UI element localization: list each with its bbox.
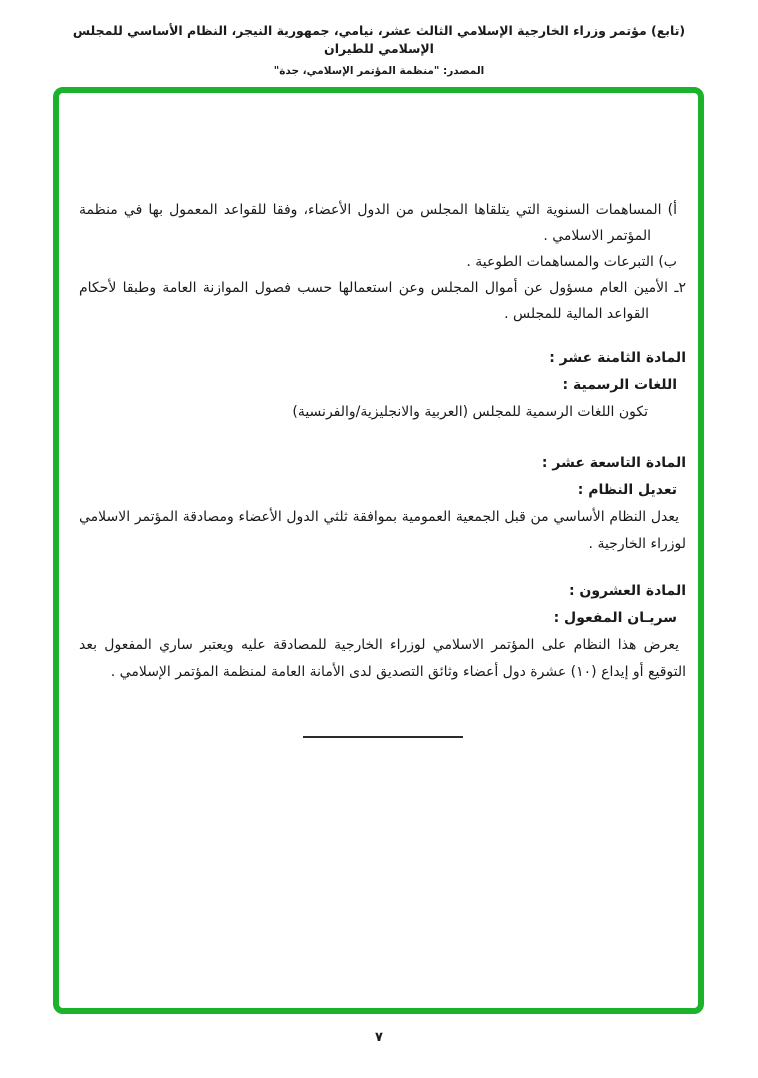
- header-title: (تابع) مؤتمر وزراء الخارجية الإسلامي الثالث عشر، نيامي، جمهورية النيجر، النظام الأساسي للمجلس الإسلامي للطيران: [72, 23, 686, 56]
- article-19-subheading: تعديل النظام :: [577, 482, 677, 498]
- end-of-text-divider: [303, 736, 463, 738]
- article-18-subheading: اللغات الرسمية :: [562, 377, 677, 393]
- header-source: المصدر: "منظمة المؤتمر الإسلامي، جدة": [273, 65, 485, 77]
- article-20-subheading: سريـان المفعول :: [553, 610, 677, 626]
- article-18-section: [79, 345, 686, 426]
- list-item-b-marker: ب): [658, 254, 677, 270]
- document-content: [59, 93, 698, 738]
- article-20-paragraph: يعرض هذا النظام على المؤتمر الاسلامي لوزراء الخارجية للمصادقة عليه ويعتبر ساري المفعول بعد التوقيع أو إيداع (١٠) عشرة دول أعضاء وثائق التصديق لدى الأمانة العامة لمنظمة المؤتمر الإسلامي .: [79, 637, 686, 680]
- article-18-heading: المادة الثامنة عشر :: [549, 350, 686, 366]
- page-footer: [0, 1026, 758, 1045]
- green-border-frame: [53, 87, 704, 1014]
- list-item-2-marker: ٢ـ: [674, 280, 686, 296]
- list-item-b-text: التبرعات والمساهمات الطوعية .: [466, 254, 654, 270]
- article-20-section: [79, 578, 686, 686]
- article-19-paragraph: يعدل النظام الأساسي من قبل الجمعية العمومية بموافقة ثلثي الدول الأعضاء ومصادقة المؤتمر الاسلامي لوزراء الخارجية .: [79, 509, 686, 552]
- list-item-a-marker: أ): [667, 202, 678, 218]
- list-item-a: [79, 197, 677, 249]
- list-item-2-text: الأمين العام مسؤول عن أموال المجلس وعن استعمالها حسب فصول الموازنة العامة وطبقا لأحكام القواعد المالية للمجلس .: [79, 280, 669, 322]
- article-19-section: [79, 450, 686, 558]
- page-number: ٧: [375, 1030, 383, 1045]
- document-header: [0, 22, 758, 78]
- list-item-2: [79, 275, 686, 327]
- article-18-paragraph: تكون اللغات الرسمية للمجلس (العربية والانجليزية/والفرنسية): [292, 404, 648, 420]
- list-item-a-text: المساهمات السنوية التي يتلقاها المجلس من الدول الأعضاء، وفقا للقواعد المعمول بها في منظمة المؤتمر الاسلامي .: [79, 202, 662, 244]
- article-20-heading: المادة العشرون :: [568, 583, 686, 599]
- article-19-heading: المادة التاسعة عشر :: [541, 455, 686, 471]
- list-item-b: [79, 249, 677, 275]
